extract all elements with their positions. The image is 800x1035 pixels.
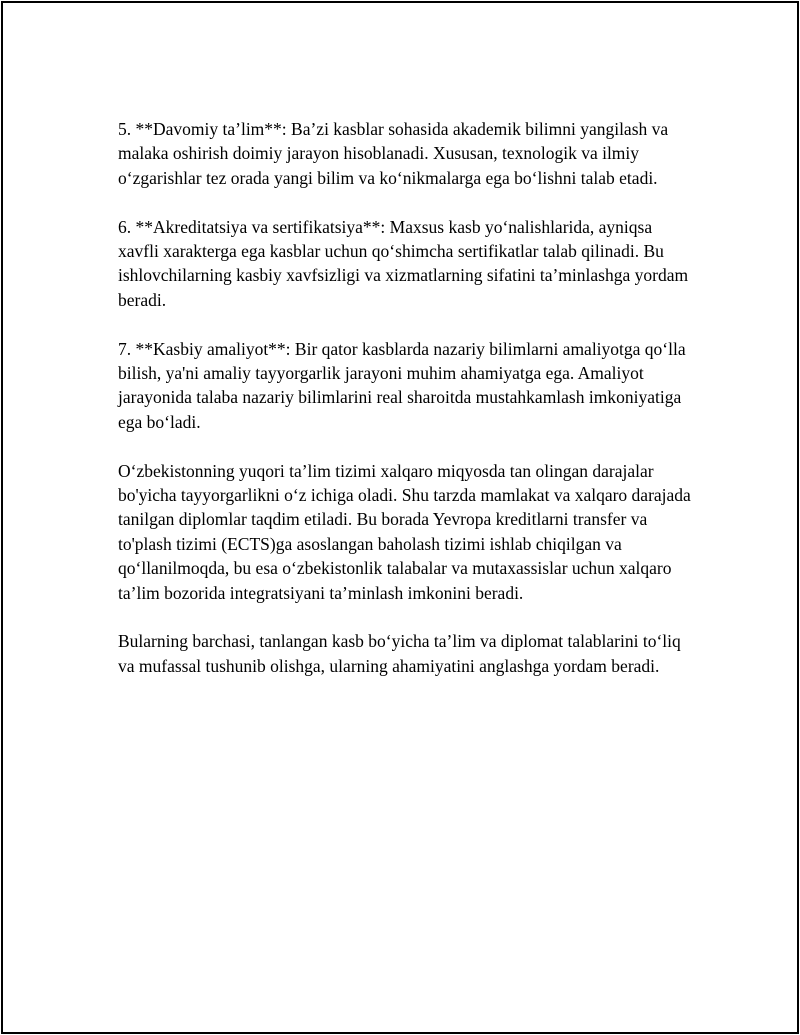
paragraph-continuing-education: 5. **Davomiy ta’lim**: Ba’zi kasblar sohasida akademik bilimni yangilash va malaka oshirish doimiy jarayon hisoblanadi. Xususan, texnologik va ilmiy o‘zgarishlar tez orada yangi bilim va ko‘nikmalarga ega bo‘lishni talab etadi. xyxy=(118,119,669,188)
paragraph-accreditation: 6. **Akreditatsiya va sertifikatsiya**: Maxsus kasb yo‘nalishlarida, ayniqsa xavfli xarakterga ega kasblar uchun qo‘shimcha sertifikatlar talab qilinadi. Bu ishlovchilarning kasbiy xavfsizligi va xizmatlarning sifatini ta’minlashga yordam beradi. xyxy=(118,216,689,310)
paragraph-professional-practice: 7. **Kasbiy amaliyot**: Bir qator kasblarda nazariy bilimlarni amaliyotga qo‘lla bilish, ya'ni amaliy tayyorgarlik jarayoni muhim ahamiyatga ega. Amaliyot jarayonida talaba nazariy bilimlarini real sharoitda mustahkamlash imkoniyatiga ega bo‘ladi. xyxy=(118,338,686,432)
paragraph-conclusion: Bularning barchasi, tanlangan kasb bo‘yicha ta’lim va diplomat talablarini to‘liq va mufassal tushunib olishga, ularning ahamiyatini anglashga yordam beradi. xyxy=(118,631,681,676)
paragraph-uzbekistan-higher-education: O‘zbekistonning yuqori ta’lim tizimi xalqaro miqyosda tan olingan darajalar bo'yicha tayyorgarlikni o‘z ichiga oladi. Shu tarzda mamlakat va xalqaro darajada tanilgan diplomlar taqdim etiladi. Bu borada Yevropa kreditlarni transfer va to'plash tizimi (ECTS)ga asoslangan baholash tizimi ishlab chiqilgan va qo‘llanilmoqda, bu esa o‘zbekistonlik talabalar va mutaxassislar uchun xalqaro ta’lim bozorida integratsiyani ta’minlash imkonini beradi. xyxy=(118,460,691,603)
document-body xyxy=(118,117,693,703)
